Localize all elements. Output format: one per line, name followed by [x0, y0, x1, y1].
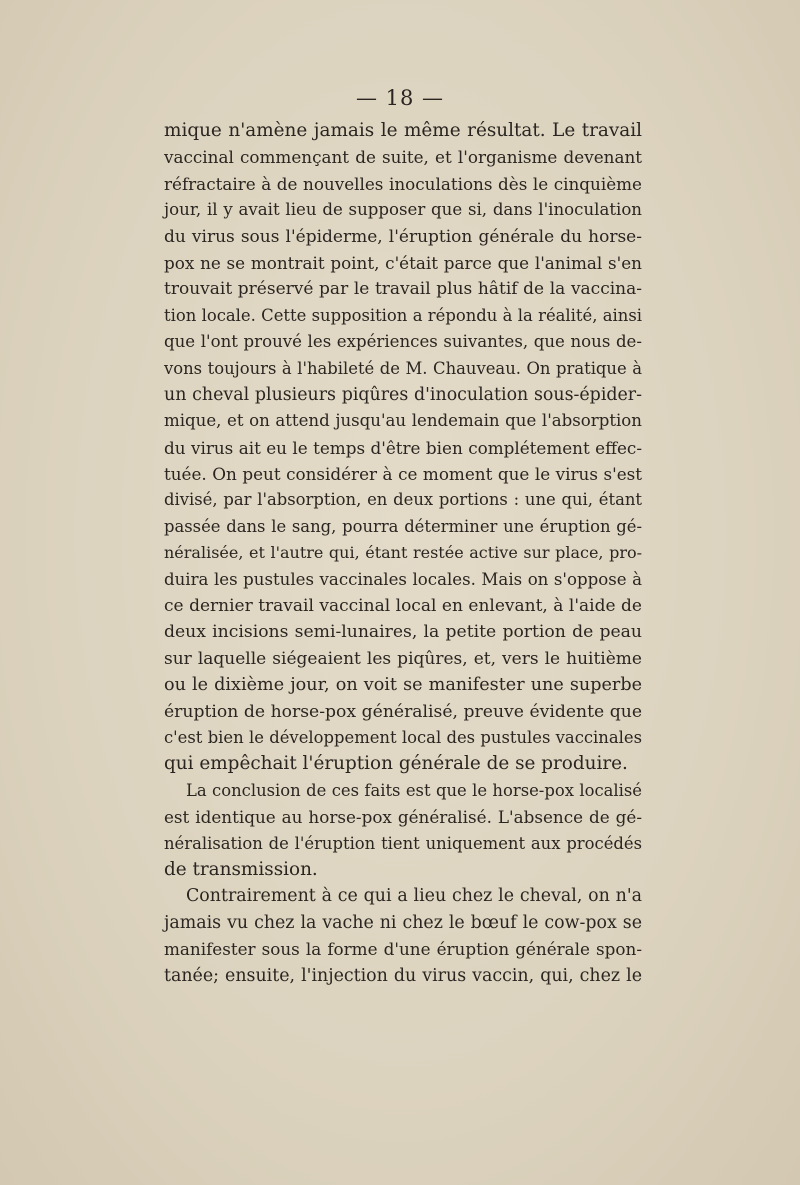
- text-line: de transmission.: [164, 858, 318, 880]
- text-line: que l'ont prouvé les expériences suivantes, que nous de-: [164, 332, 642, 352]
- text-line: tanée; ensuite, l'injection du virus vaccin, qui, chez le: [164, 965, 642, 986]
- body-text: [164, 118, 642, 989]
- text-line: est identique au horse-pox généralisé. L'absence de gé-: [164, 807, 642, 828]
- text-line: du virus ait eu le temps d'être bien complétement effec-: [164, 437, 642, 458]
- text-line: jamais vu chez la vache ni chez le bœuf le cow-pox se: [164, 912, 642, 933]
- text-line: ou le dixième jour, on voit se manifester une superbe: [164, 675, 642, 696]
- text-line: vons toujours à l'habileté de M. Chauveau. On pratique à: [164, 358, 642, 378]
- text-line: qui empêchait l'éruption générale de se produire.: [164, 753, 628, 775]
- text-line: réfractaire à de nouvelles inoculations dès le cinquième: [164, 173, 642, 194]
- page-number: — 18 —: [355, 86, 445, 110]
- text-line: éruption de horse-pox généralisé, preuve évidente que: [164, 701, 642, 722]
- text-line: jour, il y avait lieu de supposer que si, dans l'inoculation: [164, 200, 642, 220]
- text-line: néralisée, et l'autre qui, étant restée active sur place, pro-: [164, 543, 642, 563]
- text-line: néralisation de l'éruption tient uniquement aux procédés: [164, 833, 642, 853]
- text-line: mique, et on attend jusqu'au lendemain que l'absorption: [164, 411, 642, 431]
- text-line: passée dans le sang, pourra déterminer une éruption gé-: [164, 516, 642, 536]
- text-line: tion locale. Cette supposition a répondu à la réalité, ainsi: [164, 305, 642, 325]
- text-line: pox ne se montrait point, c'était parce que l'animal s'en: [164, 252, 642, 273]
- text-line: La conclusion de ces faits est que le horse-pox localisé: [186, 780, 642, 800]
- text-line: du virus sous l'épiderme, l'éruption générale du horse-: [164, 226, 642, 247]
- text-line: manifester sous la forme d'une éruption générale spon-: [164, 939, 642, 960]
- text-line: divisé, par l'absorption, en deux portions : une qui, étant: [164, 490, 642, 510]
- text-line: sur laquelle siégeaient les piqûres, et, vers le huitième: [164, 648, 642, 669]
- text-line: duira les pustules vaccinales locales. Mais on s'oppose à: [164, 569, 642, 589]
- text-line: ce dernier travail vaccinal local en enlevant, à l'aide de: [164, 596, 642, 617]
- text-line: Contrairement à ce qui a lieu chez le cheval, on n'a: [186, 886, 642, 907]
- text-line: vaccinal commençant de suite, et l'organisme devenant: [164, 147, 642, 168]
- text-line: trouvait préservé par le travail plus hâtif de la vaccina-: [164, 279, 642, 300]
- text-line: tuée. On peut considérer à ce moment que le virus s'est: [164, 464, 642, 485]
- text-line: mique n'amène jamais le même résultat. Le travail: [164, 120, 642, 141]
- text-line: un cheval plusieurs piqûres d'inoculation sous-épider-: [164, 384, 642, 405]
- text-line: deux incisions semi-lunaires, la petite portion de peau: [164, 622, 642, 643]
- text-line: c'est bien le développement local des pustules vaccinales: [164, 727, 642, 747]
